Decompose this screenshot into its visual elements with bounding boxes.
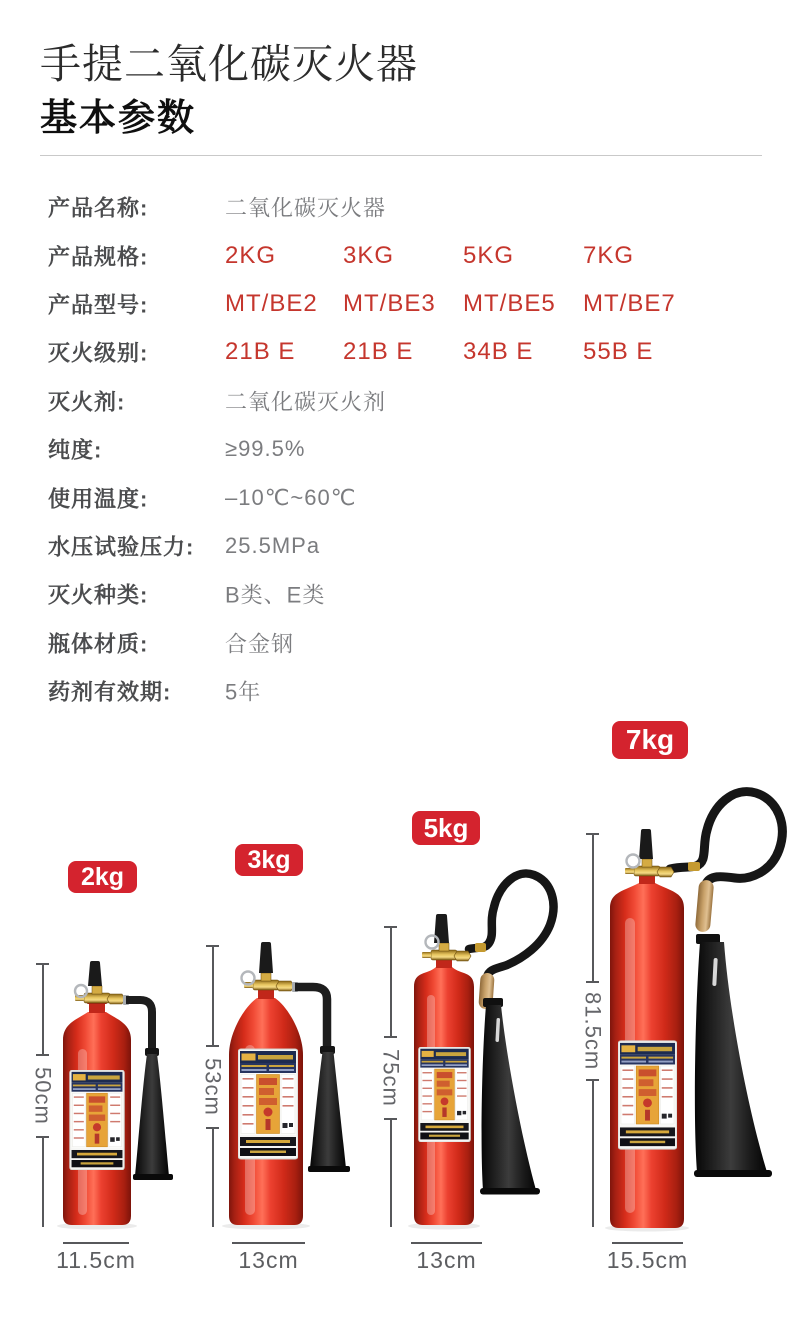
width-measure-7kg bbox=[612, 1242, 683, 1244]
spec-value: –10℃~60℃ bbox=[225, 484, 357, 510]
valve-nut bbox=[657, 867, 674, 877]
weight-badge-7kg: 7kg bbox=[612, 721, 688, 759]
spec-value: B类、E类 bbox=[225, 582, 326, 608]
valve-wing bbox=[422, 952, 431, 958]
spec-value: 7KG bbox=[583, 241, 635, 269]
spec-value: MT/BE3 bbox=[343, 289, 436, 317]
handle-lever bbox=[88, 961, 102, 986]
valve bbox=[253, 980, 279, 990]
horn-lip bbox=[133, 1174, 173, 1180]
product-label bbox=[70, 1070, 125, 1170]
weight-badge-2kg: 2kg bbox=[68, 861, 137, 893]
spec-label: 灭火级别: bbox=[48, 340, 149, 366]
discharge-horn bbox=[135, 1054, 169, 1176]
hose-ferrule bbox=[688, 862, 700, 871]
measure-line bbox=[390, 928, 392, 1036]
spec-row bbox=[0, 522, 800, 570]
discharge-horn bbox=[482, 1005, 536, 1190]
spec-row bbox=[0, 377, 800, 425]
spec-row bbox=[0, 425, 800, 473]
valve-stem bbox=[92, 986, 102, 994]
height-label: 50cm bbox=[30, 1067, 56, 1125]
spec-value: ≥99.5% bbox=[225, 436, 306, 462]
width-label: 13cm bbox=[238, 1247, 299, 1273]
width-measure-2kg bbox=[63, 1242, 129, 1244]
spec-row bbox=[0, 473, 800, 521]
spec-label: 药剂有效期: bbox=[48, 679, 172, 705]
valve bbox=[431, 950, 457, 960]
spec-value: 合金钢 bbox=[225, 631, 295, 657]
extinguisher-illustration-3kg bbox=[200, 935, 365, 1230]
spec-value: 34B E bbox=[463, 338, 534, 366]
width-label: 11.5cm bbox=[56, 1247, 136, 1273]
horn-grip bbox=[695, 879, 714, 932]
height-label: 75cm bbox=[378, 1048, 404, 1107]
extinguisher-illustration-2kg bbox=[30, 955, 190, 1230]
spec-value: 21B E bbox=[343, 338, 414, 366]
page-subtitle: 基本参数 bbox=[40, 97, 196, 138]
horn-lip bbox=[694, 1170, 772, 1177]
spec-label: 产品名称: bbox=[48, 195, 149, 221]
product-label bbox=[238, 1049, 298, 1159]
hose-ferrule bbox=[475, 943, 486, 952]
discharge-horn bbox=[310, 1052, 346, 1168]
spec-value: 5年 bbox=[225, 679, 262, 705]
weight-badge-5kg: 5kg bbox=[412, 811, 480, 845]
spec-value: 二氧化碳灭火器 bbox=[225, 195, 387, 221]
spec-label: 瓶体材质: bbox=[48, 631, 149, 657]
spec-value: MT/BE7 bbox=[583, 289, 676, 317]
spec-row bbox=[0, 619, 800, 667]
width-measure-3kg bbox=[232, 1242, 305, 1244]
spec-value: 3KG bbox=[343, 241, 395, 269]
horn-lip bbox=[480, 1188, 540, 1195]
page-title: 手提二氧化碳灭火器 bbox=[40, 41, 418, 87]
handle-lever bbox=[259, 942, 273, 973]
valve-stem bbox=[642, 859, 652, 867]
valve-stem bbox=[439, 943, 449, 951]
discharge-horn bbox=[695, 942, 767, 1172]
spec-row bbox=[0, 667, 800, 715]
hose bbox=[670, 792, 782, 884]
height-label: 53cm bbox=[200, 1058, 226, 1116]
handle-lever bbox=[639, 829, 653, 859]
height-label: 81.5cm bbox=[580, 991, 606, 1071]
spec-table bbox=[0, 183, 800, 715]
hose bbox=[469, 873, 553, 977]
measure-line bbox=[390, 1120, 392, 1228]
extinguisher-illustration-5kg bbox=[395, 855, 570, 1230]
spec-value: MT/BE5 bbox=[463, 289, 556, 317]
spec-value: 2KG bbox=[225, 241, 277, 269]
spec-value: 5KG bbox=[463, 241, 515, 269]
spec-label: 灭火种类: bbox=[48, 582, 149, 608]
weight-badge-3kg: 3kg bbox=[235, 844, 303, 876]
pull-ring bbox=[627, 855, 640, 868]
spec-label: 使用温度: bbox=[48, 486, 149, 512]
valve bbox=[634, 866, 660, 876]
extinguisher-illustration-7kg bbox=[590, 780, 795, 1232]
spec-row bbox=[0, 328, 800, 376]
valve-nut bbox=[276, 981, 294, 991]
spec-label: 水压试验压力: bbox=[48, 534, 195, 560]
product-label bbox=[419, 1047, 471, 1142]
spec-row bbox=[0, 280, 800, 328]
spec-value: 25.5MPa bbox=[225, 532, 321, 558]
spec-value: 21B E bbox=[225, 338, 296, 366]
spec-label: 产品规格: bbox=[48, 244, 149, 270]
valve bbox=[84, 993, 110, 1003]
spec-row bbox=[0, 570, 800, 618]
spec-label: 纯度: bbox=[48, 437, 103, 463]
spec-row bbox=[0, 183, 800, 231]
width-measure-5kg bbox=[411, 1242, 482, 1244]
valve-wing bbox=[625, 868, 634, 874]
spec-value: 二氧化碳灭火剂 bbox=[225, 389, 387, 415]
spec-value: MT/BE2 bbox=[225, 289, 318, 317]
valve-stem bbox=[261, 973, 271, 981]
width-label: 15.5cm bbox=[606, 1247, 689, 1273]
valve-nut bbox=[107, 994, 125, 1004]
spec-label: 灭火剂: bbox=[48, 389, 126, 415]
spec-label: 产品型号: bbox=[48, 292, 149, 318]
width-label: 13cm bbox=[416, 1247, 477, 1273]
header-divider bbox=[40, 155, 762, 156]
horn-lip bbox=[308, 1166, 350, 1172]
product-label bbox=[618, 1041, 677, 1149]
valve-nut bbox=[454, 951, 471, 961]
spec-row bbox=[0, 231, 800, 279]
spec-value: 55B E bbox=[583, 338, 654, 366]
